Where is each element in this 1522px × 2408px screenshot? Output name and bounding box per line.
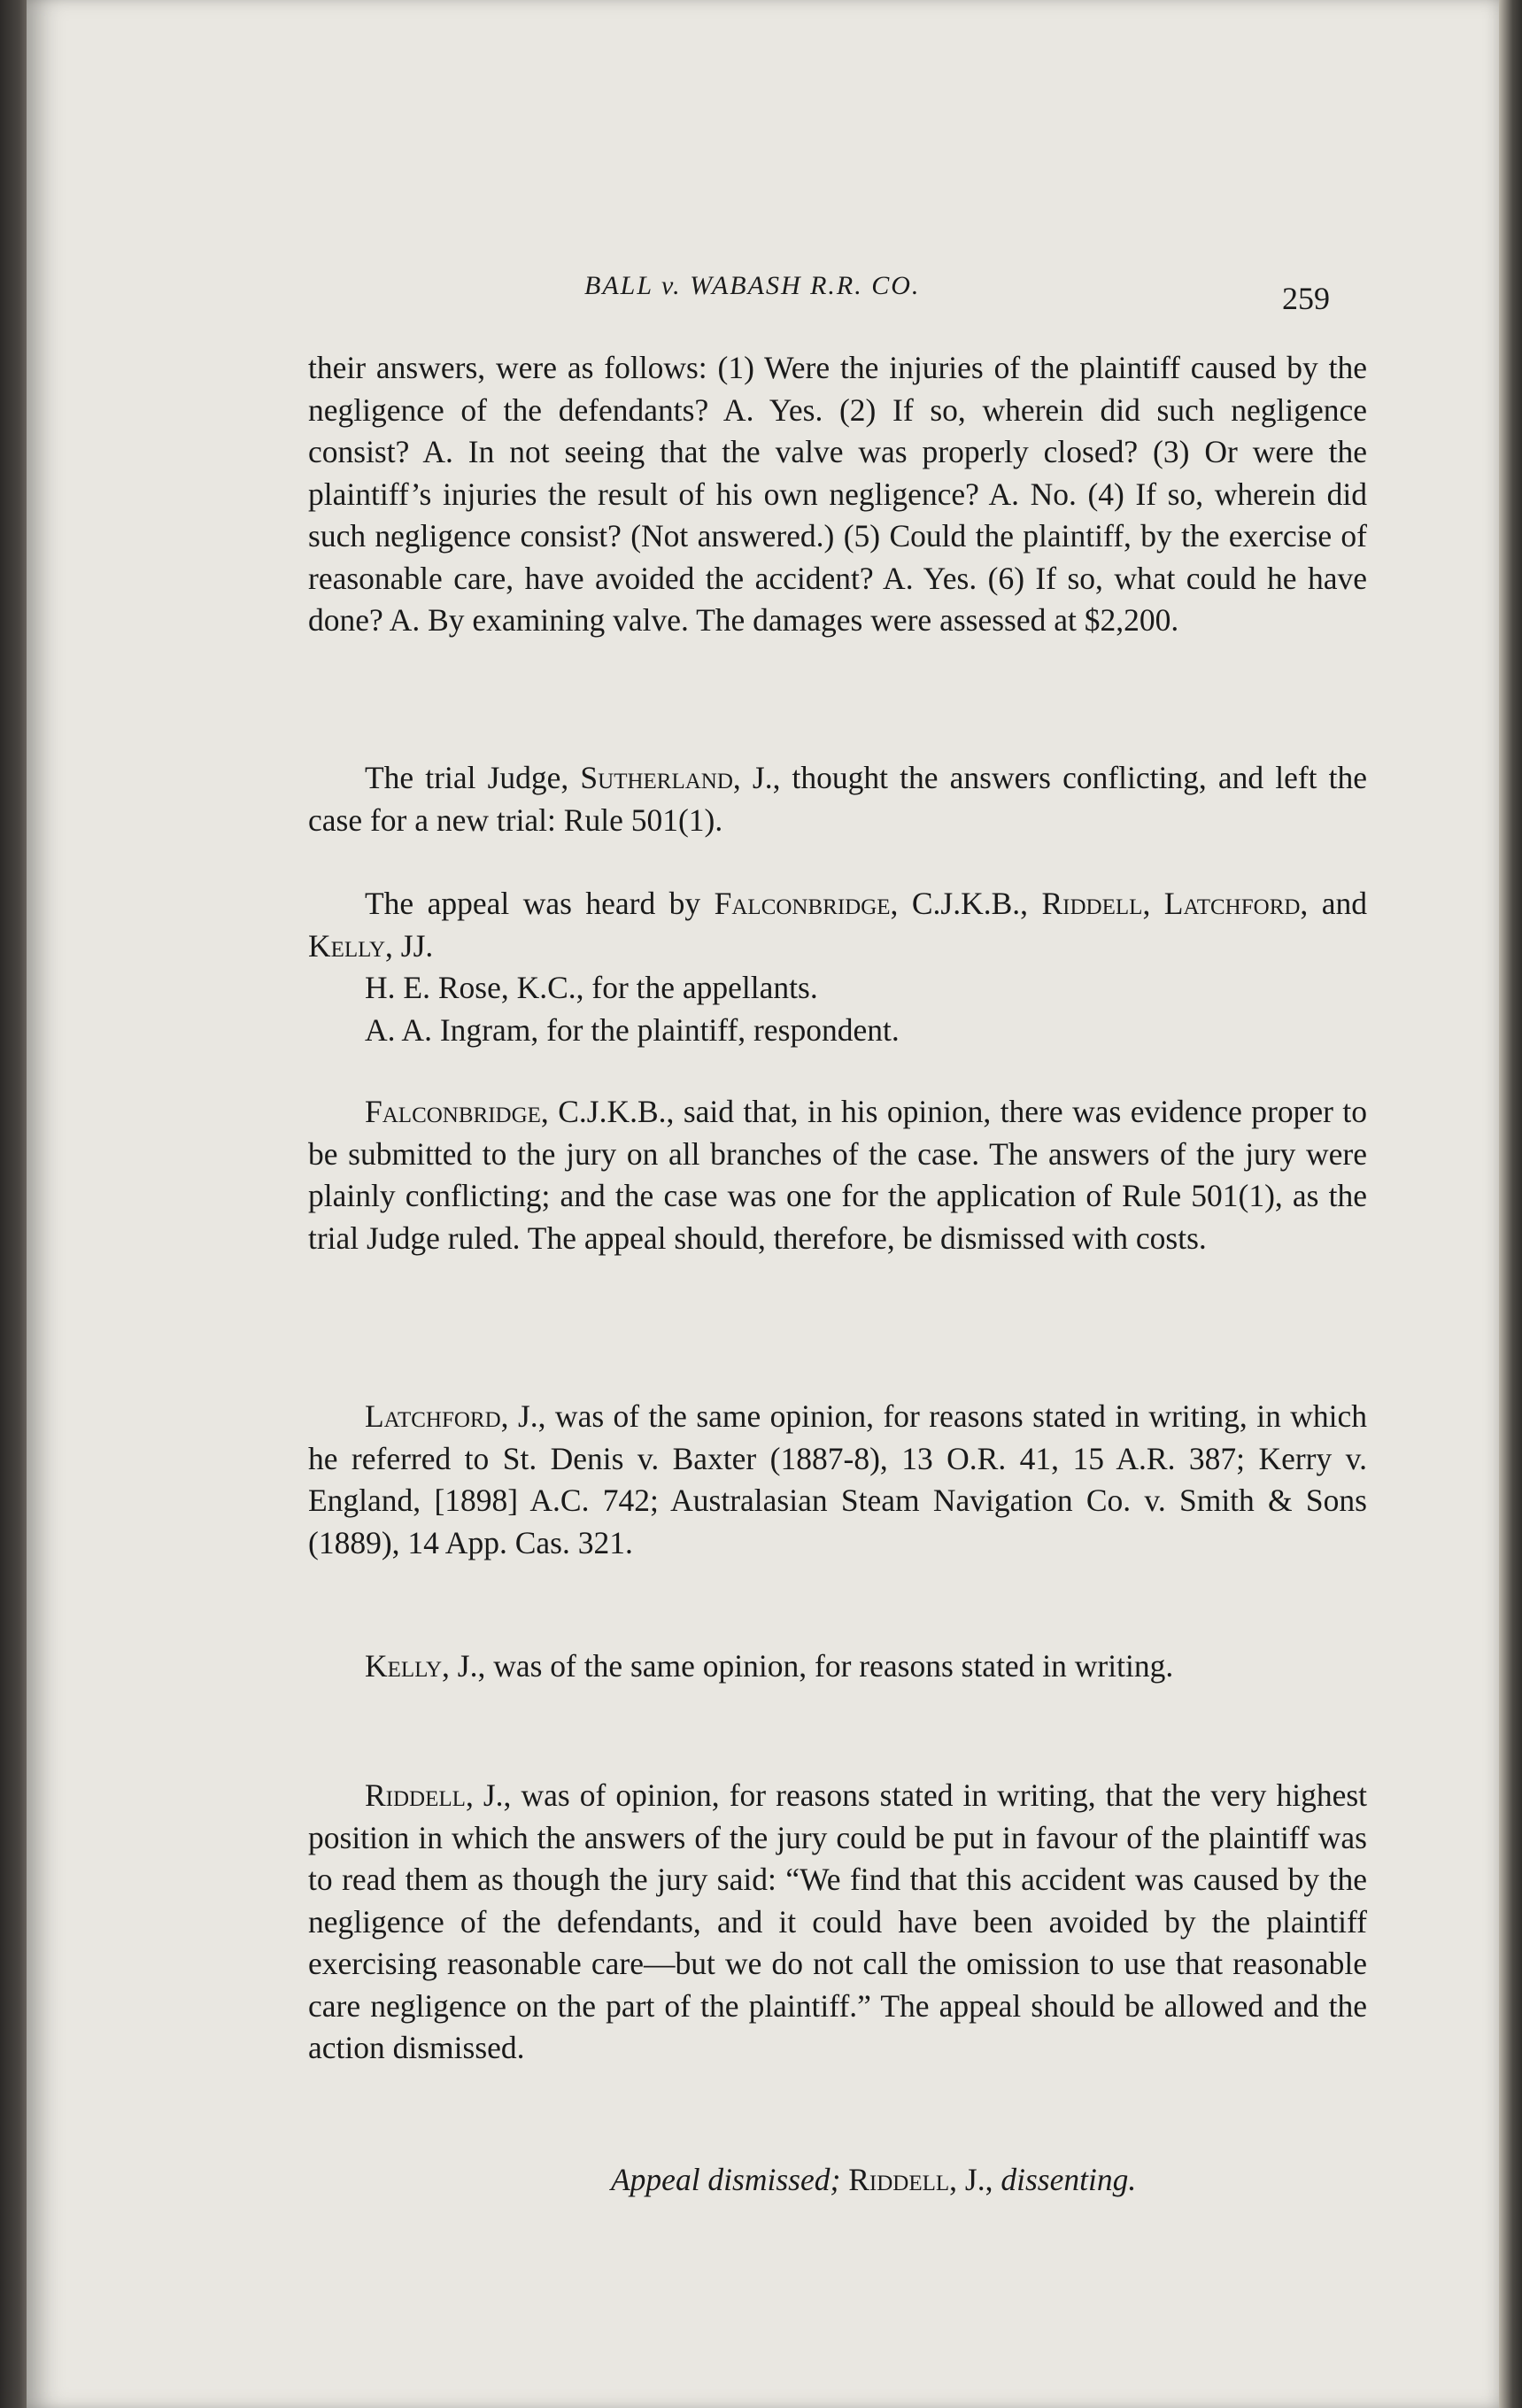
trial-judge-paragraph xyxy=(308,757,1367,841)
counsel-appellants: H. E. Rose, K.C., for the appellants. xyxy=(365,970,818,1005)
p3-text-b: , C.J.K.B., xyxy=(890,886,1042,921)
p2-text-b: , J., thought the answers conflicting, and left the case for a new trial: Rule 501(1). xyxy=(308,760,1368,838)
appeal-heard-paragraph xyxy=(308,883,1367,1051)
opinion-text-riddell: , J., was of opinion, for reasons stated in writing, that the very highest position in which the answers of the jury could be put in favour of the plaintiff was to read them as though the jury said: “We find that this accident was caused by the negligence of the defendants, and it could have been avoided by the plaintiff exercising reasonable care—but we do not call the omission to use that reasonable care negligence on the part of the plaintiff.” The appeal should be allowed and the action dismissed. xyxy=(308,1777,1367,2065)
page-number: 259 xyxy=(1282,281,1330,316)
disposition-text-a: Appeal dismissed; xyxy=(611,2162,849,2197)
kelly-opinion xyxy=(308,1645,1367,1688)
disposition-line xyxy=(611,2161,1136,2198)
opinion-text-kelly: , J., was of the same opinion, for reasons stated in writing. xyxy=(442,1648,1174,1684)
opinion-text-falconbridge: , C.J.K.B., said that, in his opinion, there was evidence proper to be submitted to the jury on all branches of the case. The answers of the jury were plainly conflicting; and the case was one for the application of Rule 501(1), as the trial Judge ruled. The appeal should, therefore, be dismissed with costs. xyxy=(308,1094,1367,1256)
disposition-text-b: , J., xyxy=(949,2162,1001,2197)
judge-name-falconbridge: Falconbridge xyxy=(714,886,891,921)
judge-name-kelly: Kelly xyxy=(308,927,386,964)
opinion-text-latchford: , J., was of the same opinion, for reasons stated in writing, in which he referred to St. Denis v. Baxter (1887-8), 13 O.R. 41, 15 A.R. 387; Kerry v. England, [1898] A.C. 742; Australasian Steam Navigation Co. v. Smith & Sons (1889), 14 App. Cas. 321. xyxy=(308,1398,1367,1560)
p3-text-d: , and xyxy=(1300,886,1368,921)
counsel-respondent: A. A. Ingram, for the plaintiff, respondent. xyxy=(365,1011,900,1048)
page-edge-shadow xyxy=(1499,0,1522,2408)
judge-name-sutherland: Sutherland xyxy=(580,760,733,795)
jury-questions-paragraph xyxy=(308,347,1367,642)
riddell-opinion xyxy=(308,1775,1367,2070)
running-title: BALL v. WABASH R.R. CO. xyxy=(584,271,921,300)
judge-name-riddell: Riddell xyxy=(1041,886,1143,921)
opinion-author-kelly: Kelly xyxy=(365,1648,443,1684)
judge-name-latchford: Latchford xyxy=(1163,886,1301,921)
p3-text-e: , JJ. xyxy=(385,927,434,964)
book-page xyxy=(27,0,1501,2408)
opinion-author-riddell: Riddell xyxy=(365,1777,466,1813)
disposition-text-c: dissenting. xyxy=(1001,2162,1137,2197)
latchford-opinion xyxy=(308,1396,1367,1564)
p3-text-c: , xyxy=(1142,886,1164,921)
p3-text-a: The appeal was heard by xyxy=(365,886,715,921)
opinion-author-falconbridge: Falconbridge xyxy=(365,1094,541,1129)
opinion-author-latchford: Latchford xyxy=(365,1398,501,1434)
falconbridge-opinion xyxy=(308,1091,1367,1259)
paragraph-jury-answers: their answers, were as follows: (1) Were the injuries of the plaintiff caused by the negligence of the defendants? A. Yes. (2) If so, wherein did such negligence consist? A. In not seeing that the valve was properly closed? (3) Or were the plaintiff’s injuries the result of his own negligence? A. No. (4) If so, wherein did such negligence consist? (Not answered.) (5) Could the plaintiff, by the exercise of reasonable care, have avoided the accident? A. Yes. (6) If so, what could he have done? A. By examining valve. The damages were assessed at $2,200. xyxy=(308,350,1367,638)
p2-text-a: The trial Judge, xyxy=(365,760,581,795)
dissenting-judge-name: Riddell xyxy=(848,2162,950,2197)
